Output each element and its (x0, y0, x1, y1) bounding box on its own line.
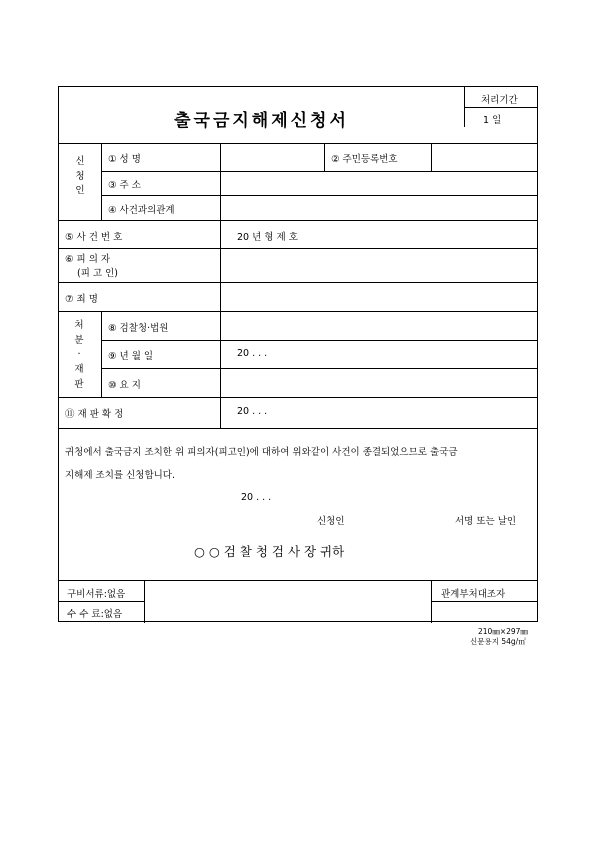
resident-number-field[interactable] (437, 151, 532, 167)
statement-line-1: 귀청에서 출국금지 조치한 위 피의자(피고인)에 대하여 위와같이 사건이 종결되었으므로 출국금 (65, 447, 458, 458)
charge-field[interactable] (227, 291, 527, 307)
charge-label: ⑦ 죄 명 (65, 294, 98, 305)
processing-period-label: 처리기간 (481, 95, 518, 106)
form-title: 출국금지해제신청서 (174, 111, 349, 131)
summary-label: ⑩ 요 지 (108, 380, 141, 391)
case-number-label: ⑤ 사 건 번 호 (65, 232, 123, 243)
court-field[interactable] (227, 320, 527, 336)
case-relation-label: ④ 사건과의관계 (108, 205, 175, 216)
processing-period-value: 1 일 (483, 115, 502, 126)
applicant-group-label: 신 청 인 (75, 156, 85, 197)
disposition-group-label: 처 분 · 재 판 (74, 320, 84, 390)
name-label: ① 성 명 (108, 154, 141, 165)
summary-field[interactable] (227, 377, 527, 393)
court-label: ⑧ 검찰청·법원 (108, 323, 169, 334)
disposition-date-field[interactable]: 20 . . . (237, 348, 268, 359)
fee-label: 수 수 료:없음 (67, 609, 123, 620)
name-field[interactable] (227, 151, 319, 167)
applicant-signature-label: 신청인 (317, 516, 345, 527)
defendant-label: (피 고 인) (77, 268, 118, 279)
address-field[interactable] (227, 177, 527, 193)
resident-number-label: ② 주민등록번호 (331, 154, 398, 165)
suspect-label: ⑥ 피 의 자 (65, 254, 111, 265)
application-form (58, 86, 538, 622)
signature-or-seal-label: 서명 또는 날인 (455, 516, 517, 527)
suspect-field[interactable] (227, 259, 527, 275)
statement-line-2: 지해제 조치를 신청합니다. (65, 470, 176, 481)
case-relation-field[interactable] (227, 202, 527, 218)
disposition-date-label: ⑨ 년 월 일 (108, 351, 154, 362)
address-label: ③ 주 소 (108, 180, 141, 191)
attachments-label: 구비서류:없음 (67, 589, 126, 600)
paper-type-note: 신문용지 54g/㎡ (470, 637, 526, 646)
statement-date[interactable]: 20 . . . (241, 492, 272, 503)
finalization-date-field[interactable]: 20 . . . (237, 406, 268, 417)
addressee: ○ ○ 검 찰 청 검 사 장 귀하 (194, 544, 345, 559)
reference-check-label: 관계부처대조자 (441, 589, 506, 600)
finalization-label: ⑪ 재 판 확 정 (65, 409, 124, 420)
paper-size-note: 210㎜×297㎜ (478, 627, 528, 636)
case-number-field[interactable]: 20 년 형 제 호 (237, 232, 298, 243)
